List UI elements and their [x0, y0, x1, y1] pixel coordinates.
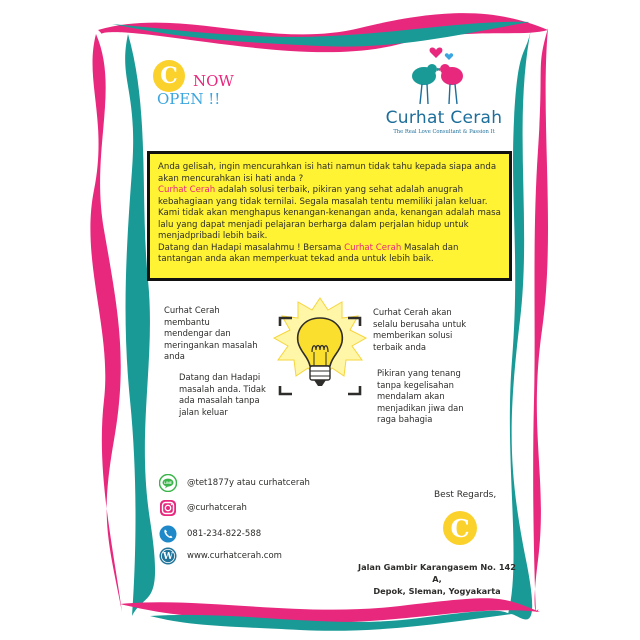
brand-tagline: The Real Love Consultant & Passion It [393, 129, 495, 135]
bracket-bottom-left [280, 386, 292, 394]
brand-inline: Curhat Cerah [158, 185, 216, 195]
svg-text:W: W [162, 552, 174, 563]
bracket-bottom-right [348, 386, 360, 394]
brand-block [380, 108, 508, 135]
teal-bird-icon [412, 64, 442, 104]
brand-c-logo [153, 60, 185, 92]
contact-line[interactable] [159, 473, 310, 493]
intro-line3-before: Datang dan Hadapi masalahmu ! Bersama [158, 242, 345, 253]
intro-paragraph2 [158, 185, 501, 243]
brand-c-logo-large [443, 511, 477, 545]
light-bulb-illustration [272, 296, 368, 404]
instagram-contact-text: @curhatcerah [187, 503, 247, 513]
note-top-left: Curhat Cerah membantu mendengar dan meringankan masalah anda [164, 305, 258, 361]
line-icon [159, 474, 177, 492]
bulb-base [310, 366, 330, 380]
love-birds-logo [400, 44, 480, 106]
line-contact-text: @tet1877y atau curhatcerah [187, 478, 310, 488]
brand-name: Curhat Cerah [385, 108, 503, 128]
open-label: OPEN !! [157, 90, 221, 108]
pink-bird-icon [436, 64, 463, 104]
contact-phone[interactable] [159, 524, 261, 544]
left-teal-wave [125, 34, 155, 616]
contact-instagram[interactable] [159, 498, 247, 518]
phone-contact-text: 081-234-822-588 [187, 529, 262, 539]
svg-text:LINE: LINE [164, 481, 172, 485]
intro-box [147, 151, 512, 281]
intro-paragraph3 [158, 243, 501, 266]
now-label: NOW [193, 72, 234, 90]
contact-website[interactable] [159, 546, 282, 566]
intro-line2: adalah solusi terbaik, pikiran yang sehat adalah anugrah kebahagiaan yang tidak ternilai. Segala masalah tentu memiliki jalan keluar. Kami tidak akan menghapus kenangan-kenangan anda, kenangan adalah masa lalu yang dapat menjadi pelajaran berharga dalam perjalan hidup untuk menjadpribadi lebih baik. [158, 185, 501, 241]
logo-letter-large: C [450, 513, 470, 543]
note-bottom-left: Datang dan Hadapi masalah anda. Tidak ada masalah tanpa jalan keluar [179, 372, 266, 417]
website-contact-text: www.curhatcerah.com [187, 551, 282, 561]
best-regards: Best Regards, [434, 490, 497, 500]
address-block [358, 561, 516, 597]
instagram-icon [159, 499, 177, 517]
heart-icon-small [445, 53, 453, 60]
intro-line3-after: Masalah dan tantangan anda akan memperkuat tekad anda untuk lebih baik. [158, 242, 459, 264]
note-bottom-right: Pikiran yang tenang tanpa kegelisahan mendalam akan menjadikan jiwa dan raga bahagia [377, 368, 464, 424]
heart-icon [430, 48, 443, 58]
right-teal-wave [508, 24, 532, 619]
now-open-heading [157, 72, 234, 108]
brand-inline-2: Curhat Cerah [344, 242, 402, 253]
left-pink-wave [90, 34, 122, 612]
right-pink-wave [533, 28, 548, 612]
intro-line1: Anda gelisah, ingin mencurahkan isi hati namun tidak tahu kepada siapa anda akan mencurahkan isi hati anda ? [158, 162, 497, 184]
address-line1: Jalan Gambir Karangasem No. 142 A, [358, 562, 516, 584]
note-top-right: Curhat Cerah akan selalu berusaha untuk memberikan solusi terbaik anda [373, 307, 467, 352]
address-line2: Depok, Sleman, Yogyakarta [373, 586, 501, 596]
phone-icon [159, 525, 177, 543]
wordpress-icon [159, 547, 177, 565]
logo-letter: C [160, 63, 178, 89]
